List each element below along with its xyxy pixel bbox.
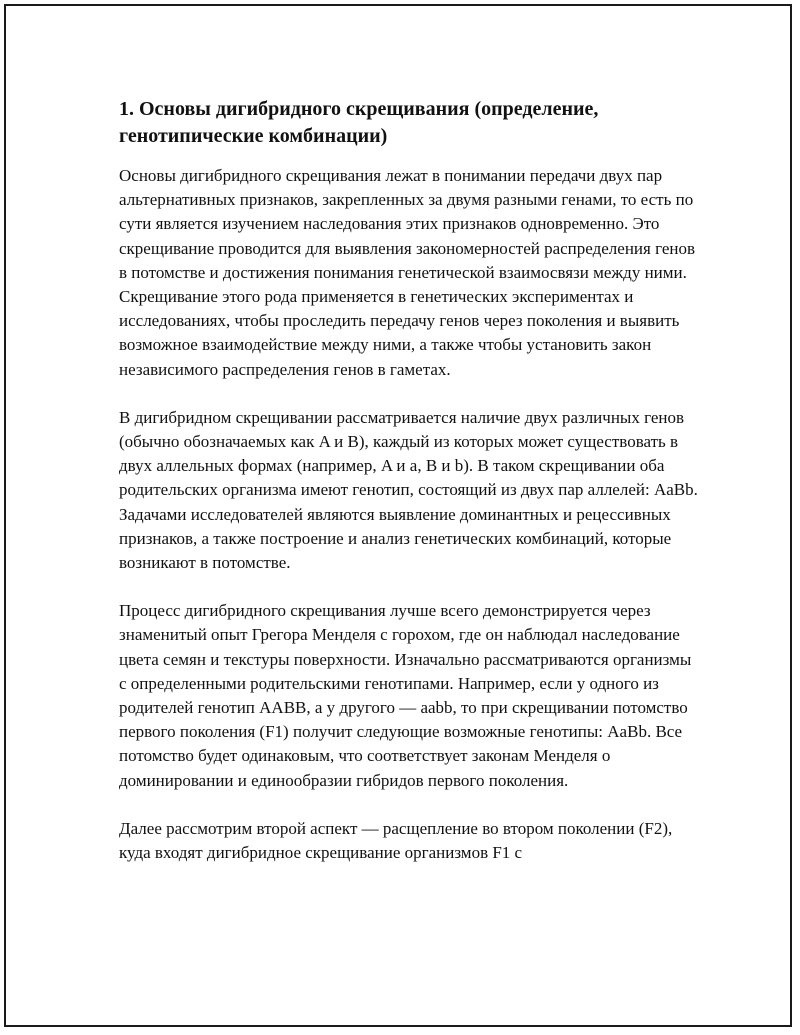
paragraph: Далее рассмотрим второй аспект — расщепление во втором поколении (F2), куда входят дигибридное скрещивание организмов F1 с	[119, 818, 673, 863]
paragraph: Процесс дигибридного скрещивания лучше всего демонстрируется через знаменитый опыт Грегора Менделя с горохом, где он наблюдал наследование цвета семян и текстуры поверхности. Изначально рассматриваются организмы с определенными родительскими генотипами. Например, если у одного из родителей генотип AABB, а у другого — aabb, то при скрещивании потомство первого поколения (F1) получит следующие возможные генотипы: AaBb. Все потомство будет одинаковым, что соответствует законам Менделя о доминировании и единообразии гибридов первого поколения.	[119, 601, 692, 790]
document-page	[4, 4, 792, 1027]
paragraph: В дигибридном скрещивании рассматривается наличие двух различных генов (обычно обозначаемых как A и B), каждый из которых может существовать в двух аллельных формах (например, A и a, B и b). В таком скрещивании оба родительских организма имеют генотип, состоящий из двух пар аллелей: AaBb. Задачами исследователей являются выявление доминантных и рецессивных признаков, а также построение и анализ генетических комбинаций, которые возникают в потомстве.	[119, 407, 698, 573]
section-title: 1. Основы дигибридного скрещивания (определение, генотипические комбинации)	[119, 98, 599, 147]
paragraph: Основы дигибридного скрещивания лежат в понимании передачи двух пар альтернативных признаков, закрепленных за двумя разными генами, то есть по сути является изучением наследования этих признаков одновременно. Это скрещивание проводится для выявления закономерностей распределения генов в потомстве и достижения понимания генетической взаимосвязи между ними. Скрещивание этого рода применяется в генетических экспериментах и исследованиях, чтобы проследить передачу генов через поколения и выявить возможное взаимодействие между ними, а также чтобы установить закон независимого распределения генов в гаметах.	[119, 166, 695, 379]
document-content	[119, 96, 699, 889]
